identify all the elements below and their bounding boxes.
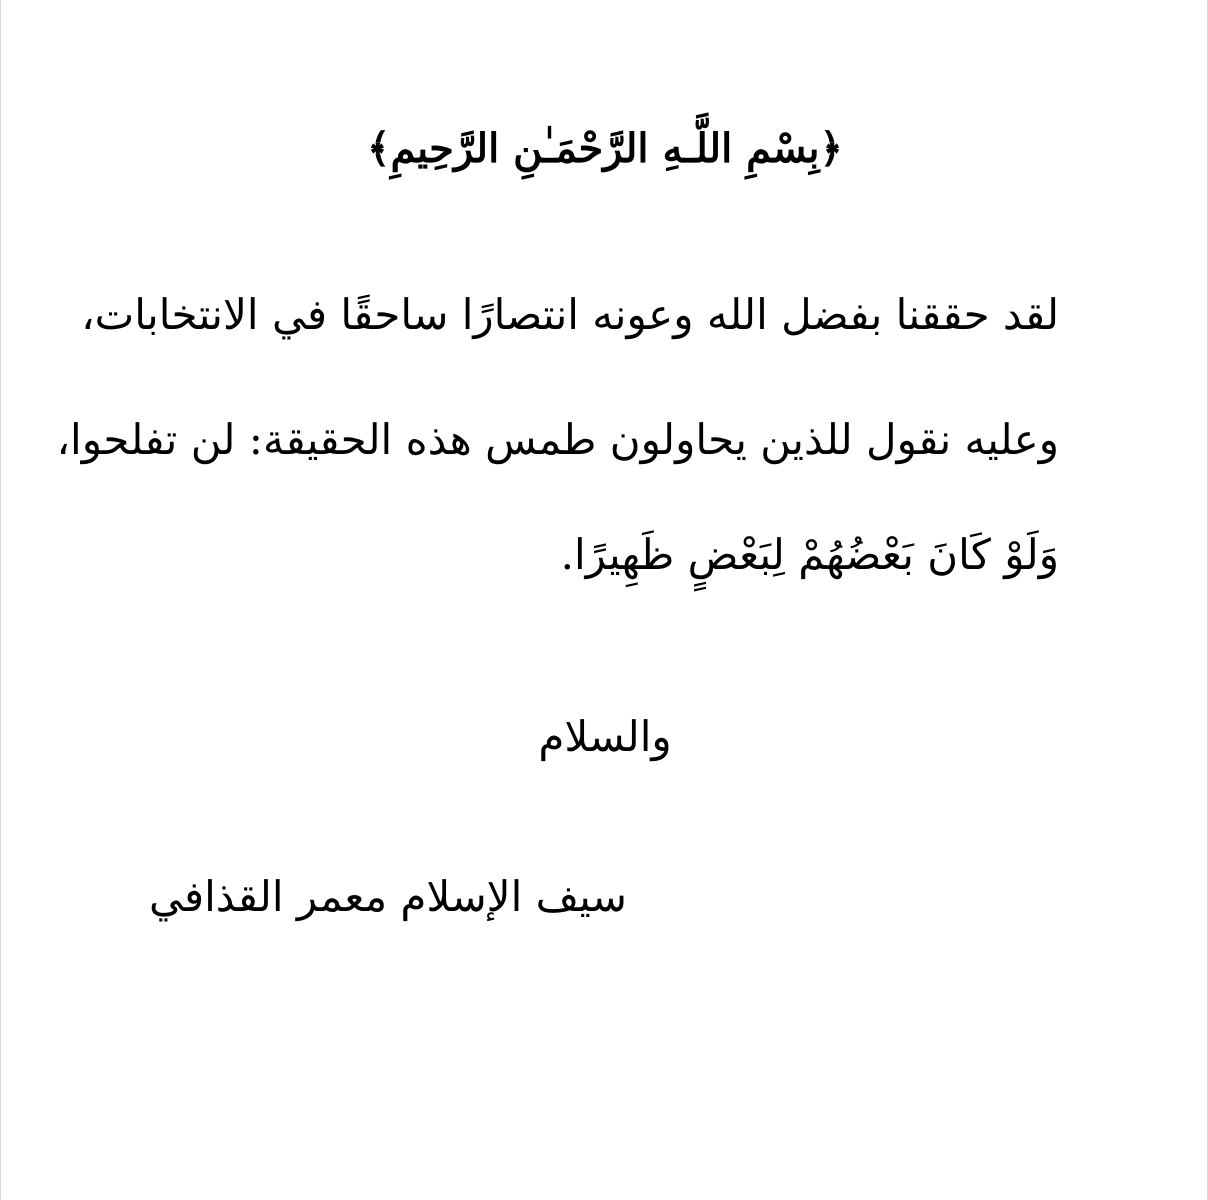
body-line-2: وعليه نقول للذين يحاولون طمس هذه الحقيقة: لن تفلحوا، [56,415,1059,464]
basmala-heading: ﴿بِسْمِ اللَّـهِ الرَّحْمَـٰنِ الرَّحِيمِ﴾ [367,125,843,172]
body-line-3: وَلَوْ كَانَ بَعْضُهُمْ لِبَعْضٍ ظَهِيرًا. [560,530,1059,579]
body-line-1: لقد حققنا بفضل الله وعونه انتصارًا ساحقًا في الانتخابات، [81,290,1059,339]
closing-salutation: والسلام [538,712,672,761]
signature-name: سيف الإسلام معمر القذافي [149,872,627,921]
